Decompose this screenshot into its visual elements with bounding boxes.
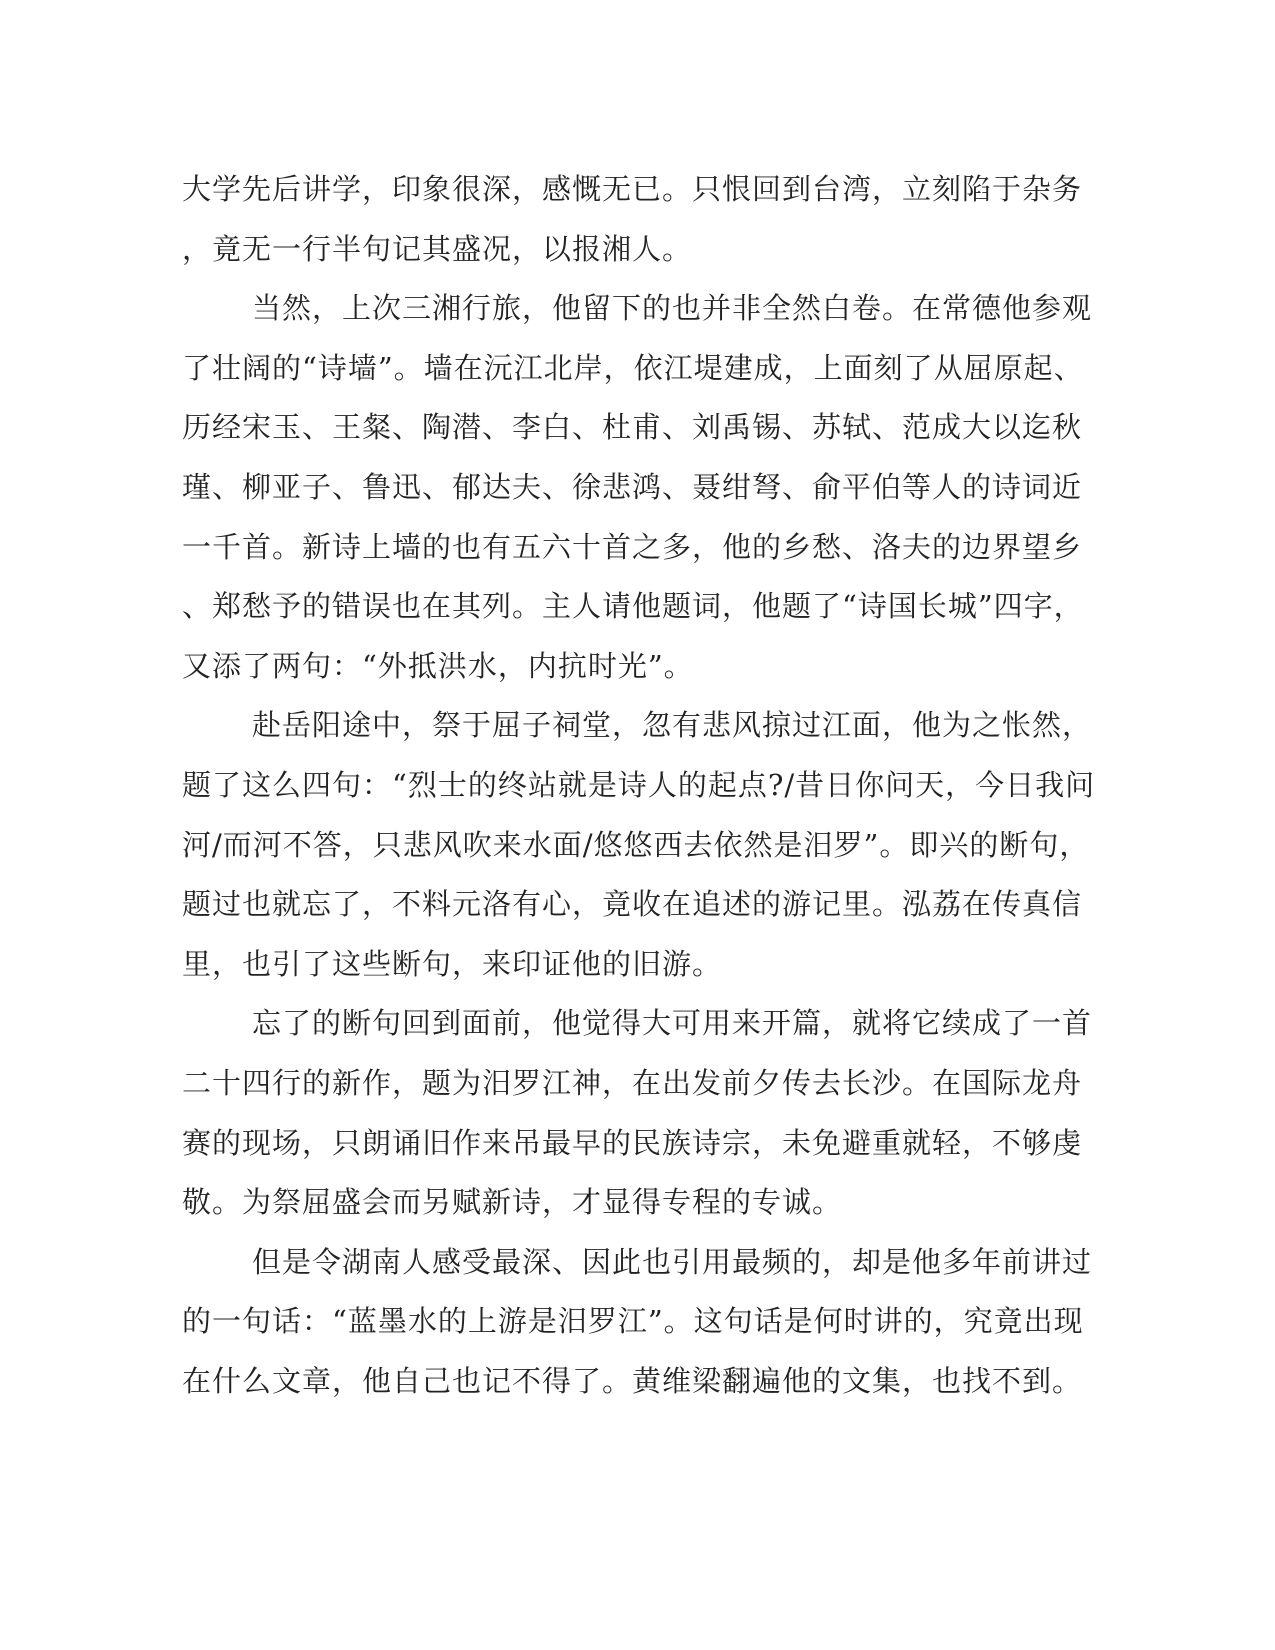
text-line: 敬。为祭屈盛会而另赋新诗，才显得专程的专诚。	[182, 1185, 843, 1220]
text-line: 的一句话：“蓝墨水的上游是汨罗江”。这句话是何时讲的，究竟出现	[182, 1304, 1084, 1339]
text-line: 题了这么四句：“烈士的终站就是诗人的起点?/昔日你问天，今日我问	[182, 767, 1096, 802]
text-line: 又添了两句：“外抵洪水，内抗时光”。	[182, 648, 694, 683]
text-line: 但是令湖南人感受最深、因此也引用最频的，却是他多年前讲过	[252, 1244, 1093, 1279]
text-line: 题过也就忘了，不料元洛有心，竟收在追述的游记里。泓荔在传真信	[182, 887, 1083, 922]
text-line: 忘了的断句回到面前，他觉得大可用来开篇，就将它续成了一首	[252, 1006, 1093, 1041]
text-line: 赛的现场，只朗诵旧作来吊最早的民族诗宗，未免避重就轻，不够虔	[182, 1125, 1083, 1160]
text-line: 赴岳阳途中，祭于屈子祠堂，忽有悲风掠过江面，他为之怅然，	[252, 708, 1093, 743]
text-line: 里，也引了这些断句，来印证他的旧游。	[182, 946, 723, 981]
body-text	[182, 160, 1096, 1411]
text-line: 、郑愁予的错误也在其列。主人请他题词，他题了“诗国长城”四字，	[182, 589, 1084, 624]
text-line: 二十四行的新作，题为汨罗江神，在出发前夕传去长沙。在国际龙舟	[182, 1065, 1083, 1100]
text-line: ，竟无一行半句记其盛况，以报湘人。	[182, 231, 693, 266]
text-line: 当然，上次三湘行旅，他留下的也并非全然白卷。在常德他参观	[252, 291, 1093, 326]
text-line: 河/而河不答，只悲风吹来水面/悠悠西去依然是汨罗”。即兴的断句，	[182, 827, 1090, 862]
text-line: 大学先后讲学，印象很深，感慨无已。只恨回到台湾，立刻陷于杂务	[182, 172, 1083, 206]
text-line: 一千首。新诗上墙的也有五六十首之多，他的乡愁、洛夫的边界望乡	[182, 529, 1083, 564]
text-line: 在什么文章，他自己也记不得了。黄维梁翻遍他的文集，也找不到。	[182, 1363, 1083, 1398]
text-line: 瑾、柳亚子、鲁迅、郁达夫、徐悲鸿、聂绀弩、俞平伯等人的诗词近	[182, 469, 1083, 504]
text-line: 历经宋玉、王粲、陶潜、李白、杜甫、刘禹锡、苏轼、范成大以迄秋	[182, 410, 1083, 445]
text-line: 了壮阔的“诗墙”。墙在沅江北岸，依江堤建成，上面刻了从屈原起、	[182, 350, 1084, 385]
